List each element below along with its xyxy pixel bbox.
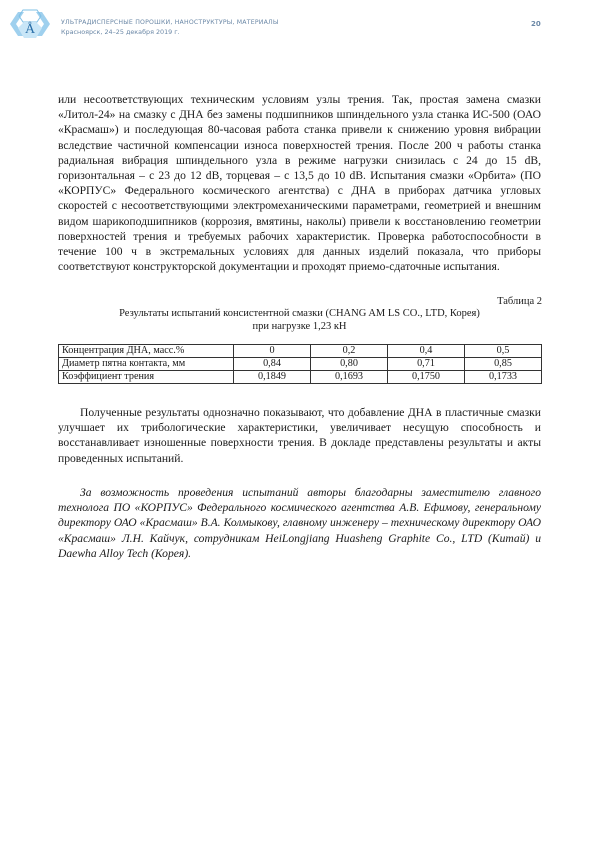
table-caption: [58, 308, 541, 333]
row-label: Коэффициент трения: [59, 371, 234, 384]
conference-logo-icon: [4, 8, 56, 40]
table-cell: 0,1693: [311, 371, 388, 384]
table-cell: 0,1733: [465, 371, 542, 384]
paragraph-test-results: или несоответствующих техническим условиям узлы трения. Так, простая замена смазки «Литол-24» на смазку с ДНА без замены подшипников шпиндельного узла станка ИС-500 (ОАО «Красмаш») и последующая 80-часовая работа станка привели к снижению уровня вибрации вследствие частичной компенсации износа поверхностей трения. После 200 ч работы станка радиальная вибрация шпиндельного узла в режиме нагрузки снизилась с 24 до 15 dB, горизонтальная – с 23 до 12 dB, торцевая – с 13,5 до 10 dB. Испытания смазки «Орбита» (ПО «КОРПУС» Федерального космического агентства) с ДНА в приборах датчика угловых скоростей с несоответствующими электромеханическими параметрами, геометрией и внешним видом шарикоподшипников (коррозия, вмятины, наколы) привели к восстановлению геометрии поверхностей трения и требуемых рабочих характеристик. Проверка работоспособности в течение 100 ч в экстремальных условиях для данных изделий показала, что приборы соответствуют конструкторской документации и проходят приемо-сдаточные испытания.: [58, 93, 541, 274]
table-row: [59, 358, 542, 371]
table-cell: 0,1849: [234, 371, 311, 384]
table-cell: 0,5: [465, 345, 542, 358]
table-cell: 0,2: [311, 345, 388, 358]
table-cell: 0,71: [388, 358, 465, 371]
svg-text:Å: Å: [24, 22, 36, 37]
table-caption-line1: Результаты испытаний консистентной смазки (CHANG AM LS CO., LTD, Корея): [119, 308, 480, 319]
table-caption-line2: при нагрузке 1,23 кН: [252, 320, 347, 332]
table-cell: 0,1750: [388, 371, 465, 384]
conference-place-date: Красноярск, 24–25 декабря 2019 г.: [61, 28, 180, 36]
row-label: Концентрация ДНА, масс.%: [59, 345, 234, 358]
paragraph-acknowledgements: За возможность проведения испытаний авторы благодарны заместителю главного технолога ПО «КОРПУС» Федерального космического агентства А.В. Ефимову, генеральному директору ОАО «Красмаш» В.А. Колмыкову, главному инженеру – техническому директору ОАО «Красмаш» Л.Н. Кайчук, сотрудникам HeiLongjiang Huasheng Graphite Co., LTD (Китай) и Daewha Alloy Tech (Корея).: [58, 486, 541, 560]
table-cell: 0: [234, 345, 311, 358]
conference-title: УЛЬТРАДИСПЕРСНЫЕ ПОРОШКИ, НАНОСТРУКТУРЫ, МАТЕРИАЛЫ: [61, 19, 279, 26]
table-row: [59, 345, 542, 358]
table-cell: 0,4: [388, 345, 465, 358]
table-row: [59, 371, 542, 384]
row-label: Диаметр пятна контакта, мм: [59, 358, 234, 371]
table-cell: 0,84: [234, 358, 311, 371]
table-cell: 0,80: [311, 358, 388, 371]
results-table: [58, 344, 542, 384]
table-cell: 0,85: [465, 358, 542, 371]
paragraph-conclusion: Полученные результаты однозначно показывают, что добавление ДНА в пластичные смазки улучшает их трибологические характеристики, увеличивает несущую способность и восстанавливает изношенные поверхности трения. В докладе представлены результаты и акты проведенных испытаний.: [58, 406, 541, 465]
table-label: Таблица 2: [497, 296, 542, 307]
page-number: 20: [531, 20, 541, 28]
page-header: [0, 0, 600, 48]
